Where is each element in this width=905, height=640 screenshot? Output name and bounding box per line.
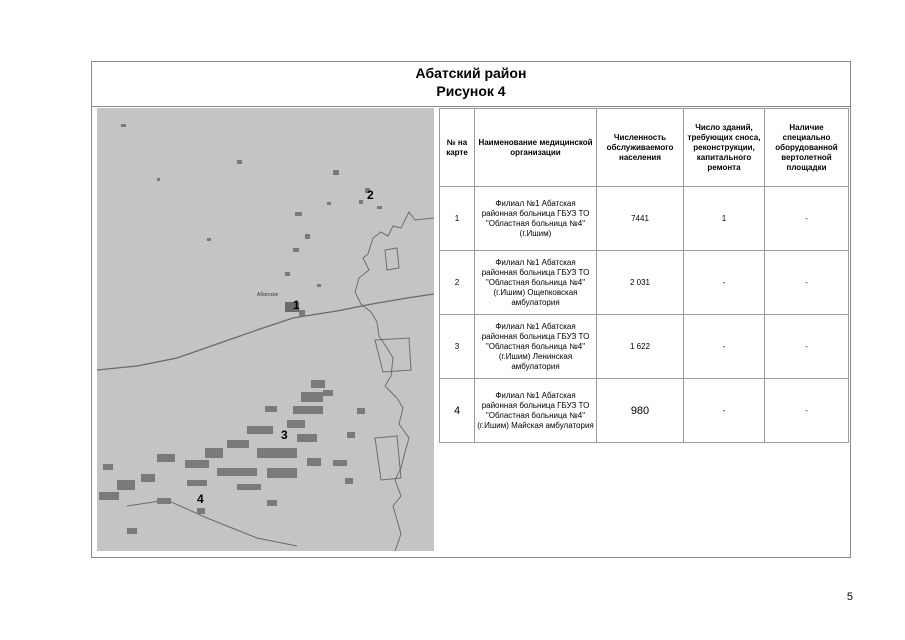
settlement-name: Абатское xyxy=(257,292,279,298)
medical-organizations-table xyxy=(439,108,849,443)
col-header-name: Наименование медицинской организации xyxy=(475,109,597,187)
cell-population: 980 xyxy=(597,379,684,443)
south-road xyxy=(127,500,297,546)
inner-boundary xyxy=(375,248,411,480)
settlements-north xyxy=(121,124,382,316)
cell-number: 1 xyxy=(440,187,475,251)
figure-caption: Рисунок 4 xyxy=(436,83,506,99)
main-road xyxy=(97,294,434,370)
col-header-number: № на карте xyxy=(440,109,475,187)
page-frame xyxy=(91,61,851,558)
cell-helipad: - xyxy=(765,379,849,443)
district-map xyxy=(97,108,434,551)
table-row xyxy=(440,251,849,315)
map-marker-1: 1 xyxy=(293,298,300,312)
map-drawing xyxy=(97,108,434,551)
cell-name: Филиал №1 Абатская районная больница ГБУЗ ТО "Областная больница №4" (г.Ишим) Ленинская амбулатория xyxy=(475,315,597,379)
cell-population: 7441 xyxy=(597,187,684,251)
cell-name: Филиал №1 Абатская районная больница ГБУЗ ТО "Областная больница №4" (г.Ишим) xyxy=(475,187,597,251)
cell-buildings: 1 xyxy=(684,187,765,251)
cell-buildings: - xyxy=(684,379,765,443)
table-row xyxy=(440,379,849,443)
cell-name: Филиал №1 Абатская районная больница ГБУЗ ТО "Областная больница №4" (г.Ишим) Ощепковская амбулатория xyxy=(475,251,597,315)
table-row xyxy=(440,315,849,379)
col-header-helipad: Наличие специально оборудованной вертолетной площадки xyxy=(765,109,849,187)
header xyxy=(92,62,850,107)
cell-number: 3 xyxy=(440,315,475,379)
table-row xyxy=(440,187,849,251)
cell-name: Филиал №1 Абатская районная больница ГБУЗ ТО "Областная больница №4" (г.Ишим) Майская амбулатория xyxy=(475,379,597,443)
col-header-buildings: Число зданий, требующих сноса, реконструкции, капитального ремонта xyxy=(684,109,765,187)
settlements-south xyxy=(99,380,365,534)
map-marker-2: 2 xyxy=(367,188,374,202)
cell-population: 2 031 xyxy=(597,251,684,315)
cell-helipad: - xyxy=(765,315,849,379)
col-header-population: Численность обслуживаемого населения xyxy=(597,109,684,187)
cell-number: 4 xyxy=(440,379,475,443)
district-boundary xyxy=(355,212,434,551)
map-marker-4: 4 xyxy=(197,492,204,506)
page-number: 5 xyxy=(846,591,853,603)
cell-helipad: - xyxy=(765,251,849,315)
cell-buildings: - xyxy=(684,315,765,379)
cell-helipad: - xyxy=(765,187,849,251)
cell-buildings: - xyxy=(684,251,765,315)
cell-population: 1 622 xyxy=(597,315,684,379)
cell-number: 2 xyxy=(440,251,475,315)
page-title: Абатский район xyxy=(415,65,527,81)
map-marker-3: 3 xyxy=(281,428,288,442)
table-header-row xyxy=(440,109,849,187)
